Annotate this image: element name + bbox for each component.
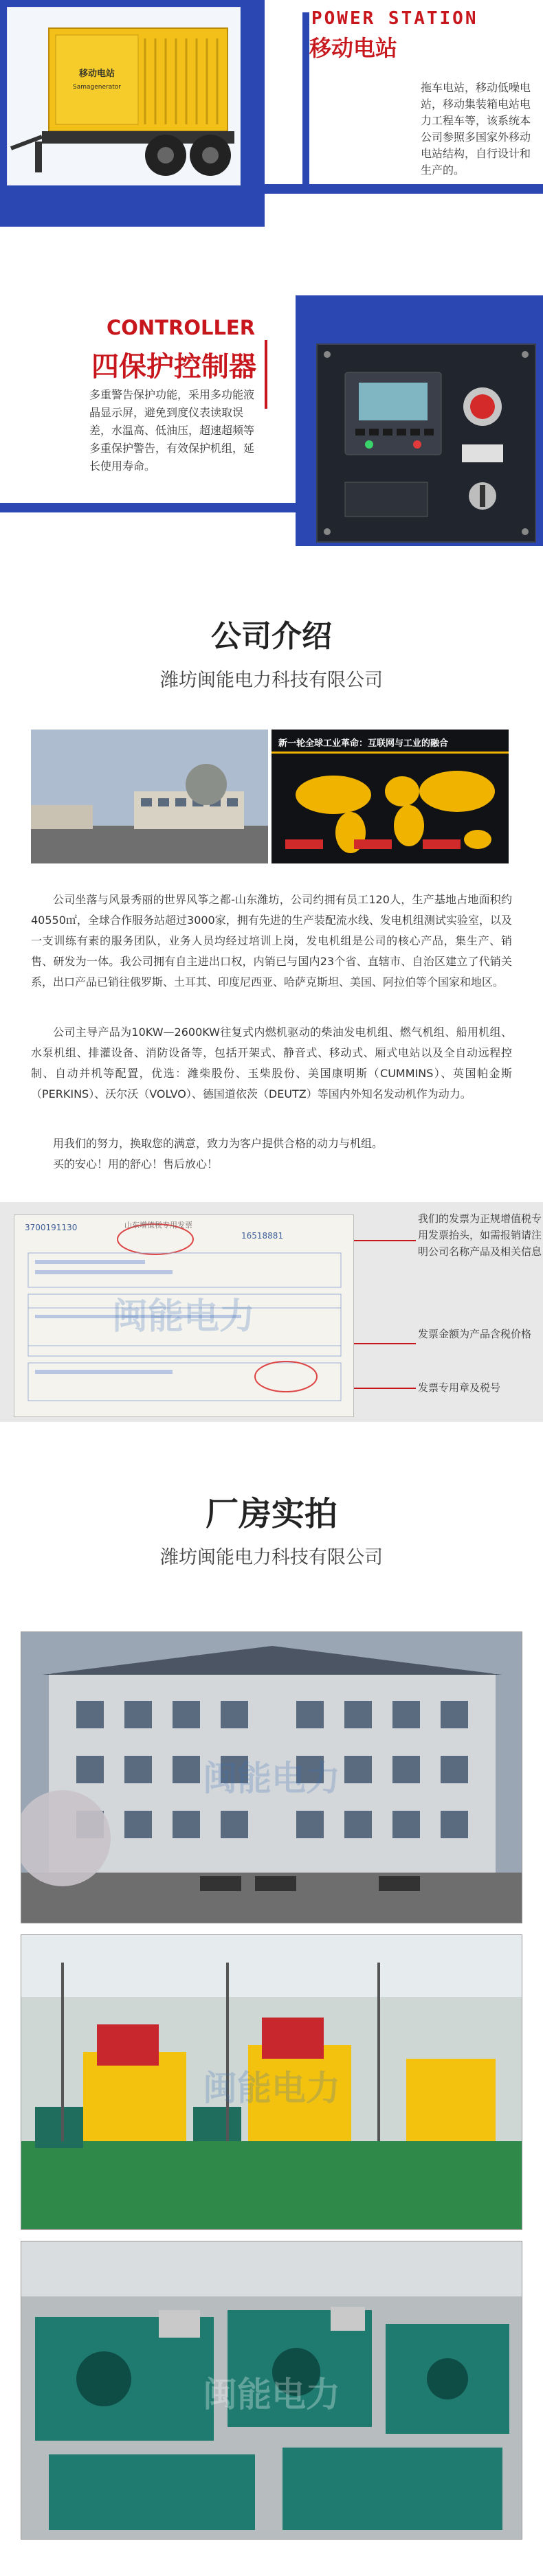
controller-en-title: CONTROLLER (107, 316, 256, 339)
invoice-section (0, 1202, 543, 1422)
invoice-note-amount: 发票金额为产品含税价格 (418, 1328, 532, 1340)
controller-title-accent (265, 340, 267, 409)
factory-workshop-photo (21, 1934, 522, 2230)
company-intro-paragraph-1: 公司坐落与风景秀丽的世界风筝之都-山东潍坊，公司约拥有员工120人，生产基地占地面积约40550㎡，全球合作服务站超过3000家，拥有先进的生产装配流水线、发电机组测试实验室，以及一支训练有素的服务团队，业务人员均经过培训上岗，发电机组是公司的核心产品，集生产、销售、研发为一体。我公司拥有自主进出口权，内销已与国内23个省、直辖市、自治区建立了代销关系，出口产品已销往俄罗斯、土耳其、印度尼西亚、哈萨克斯坦、美国、阿拉伯等个国家和地区。 (31, 893, 512, 988)
invoice-leader-line (354, 1240, 416, 1241)
factory-generator-sets-photo (21, 2241, 522, 2540)
mobile-generator-image (7, 7, 241, 185)
industry-revolution-banner (272, 730, 509, 863)
title-accent-bar (302, 12, 309, 185)
invoice-leader-line (354, 1343, 416, 1344)
invoice-image (14, 1214, 354, 1417)
controller-image (316, 343, 536, 543)
power-station-en-title: POWER STATION (311, 8, 478, 29)
factory-subtitle: 潍坊闽能电力科技有限公司 (160, 1547, 383, 1568)
controller-description: 多重警告保护功能，采用多功能液晶显示屏，避免到度仪表读取误差，水温高、低油压，超速超频等多重保护警告，有效保护机组，延长使用寿命。 (89, 388, 255, 473)
power-station-description: 拖车电站，移动低噪电站，移动集装箱电站电力工程车等，该系统本公司参照多国家外移动电站结构，自行设计和生产的。 (421, 81, 531, 177)
power-station-cn-title: 移动电站 (309, 35, 398, 61)
section-divider-bar (265, 184, 543, 194)
banner-text: 新一轮全球工业革命：互联网与工业的融合 (278, 738, 449, 749)
watermark-text: 闽能电力 (203, 1759, 340, 1798)
controller-section (0, 295, 543, 550)
company-intro-paragraph-2: 公司主导产品为10KW—2600KW往复式内燃机驱动的柴油发电机组、燃气机组、船用机组、水泵机组、排灌设备、消防设备等，包括开架式、静音式、移动式、厢式电站以及全自动远程控制、自动并机等配置，优选：潍柴股份、玉柴股份、美国康明斯（CUMMINS）、英国帕金斯（PERKINS）、沃尔沃（VOLVO）、德国道依茨（DEUTZ）等国内外知名发动机作为动力。 (31, 1026, 512, 1100)
company-intro-paragraph-3: 用我们的努力，换取您的满意，致力为客户提供合格的动力与机组。 (53, 1137, 384, 1150)
company-intro-subtitle: 潍坊闽能电力科技有限公司 (160, 670, 383, 691)
invoice-header: 山东增值税专用发票 (124, 1221, 192, 1230)
company-building-photo (31, 730, 268, 863)
section-divider-bar (0, 503, 296, 512)
invoice-note-header: 我们的发票为正规增值税专用发票抬头，如需报销请注明公司名称产品及相关信息 (418, 1212, 542, 1258)
watermark-text: 闽能电力 (203, 2375, 340, 2415)
watermark-text: 闽能电力 (111, 1296, 256, 1337)
generator-label: 移动电站 (78, 69, 115, 79)
watermark-text: 闽能电力 (203, 2068, 340, 2108)
invoice-leader-line (354, 1388, 416, 1389)
power-station-section (0, 0, 543, 227)
factory-title: 厂房实拍 (205, 1495, 337, 1533)
invoice-number-left: 3700191130 (25, 1223, 78, 1232)
invoice-number-right: 16518881 (241, 1231, 284, 1241)
factory-building-photo (21, 1631, 522, 1923)
company-intro-title: 公司介绍 (211, 619, 332, 654)
invoice-note-seal: 发票专用章及税号 (418, 1381, 501, 1394)
controller-cn-title: 四保护控制器 (91, 351, 256, 383)
generator-sublabel: Samagenerator (73, 84, 121, 91)
company-intro-paragraph-4: 买的安心！用的舒心！售后放心！ (53, 1157, 219, 1171)
